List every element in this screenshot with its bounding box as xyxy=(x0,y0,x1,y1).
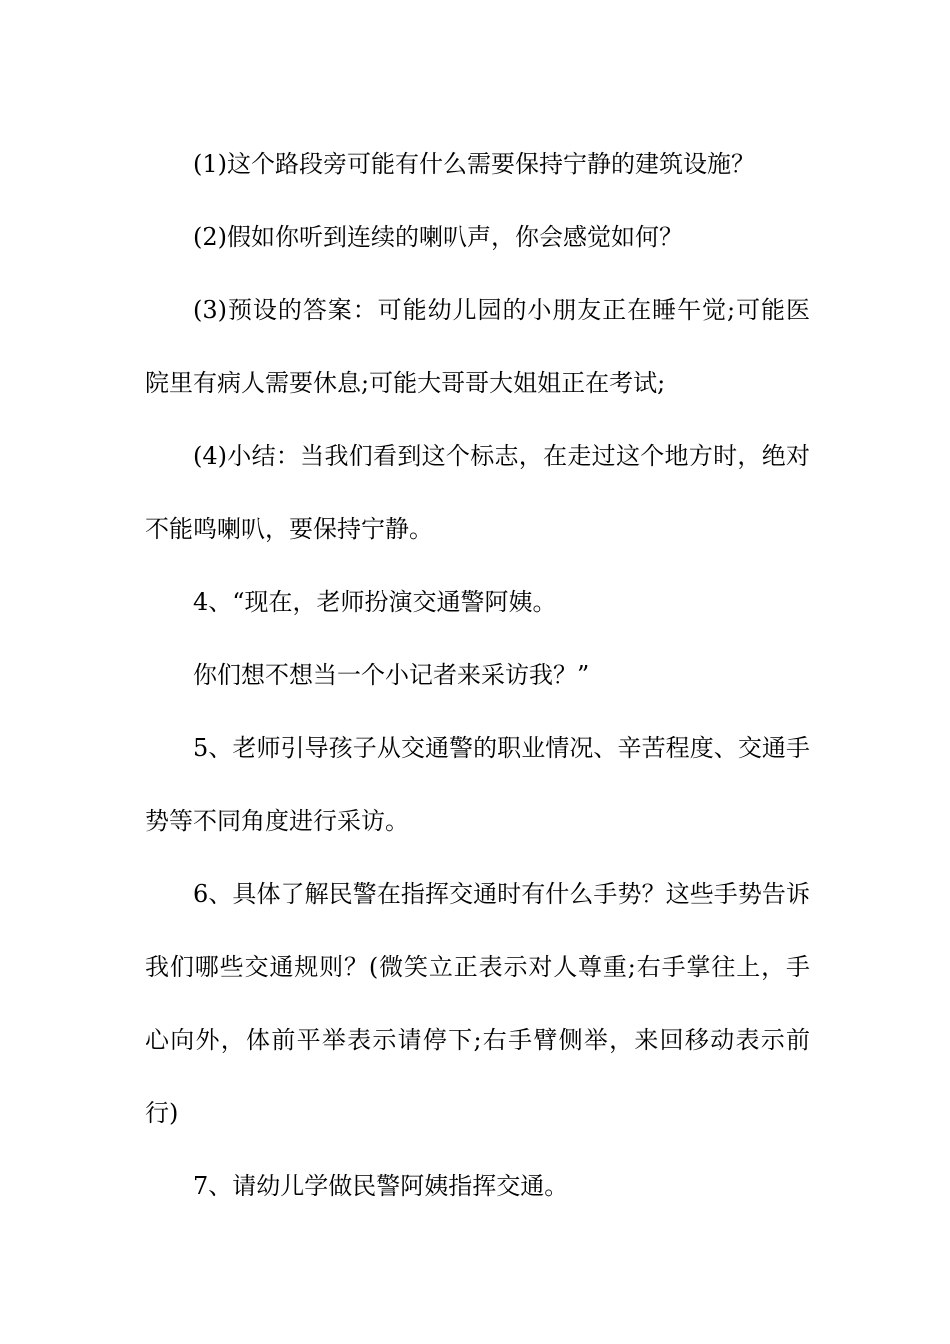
paragraph-2: (2)假如你听到连续的喇叭声，你会感觉如何？ xyxy=(193,223,683,251)
document-body xyxy=(145,128,810,1223)
paragraph-5: 4、“现在，老师扮演交通警阿姨。 xyxy=(193,588,557,616)
paragraph-1: (1)这个路段旁可能有什么需要保持宁静的建筑设施？ xyxy=(193,150,755,178)
paragraph-4: (4)小结：当我们看到这个标志，在走过这个地方时，绝对不能鸣喇叭，要保持宁静。 xyxy=(145,442,810,543)
paragraph-6: 你们想不想当一个小记者来采访我？” xyxy=(193,661,590,689)
paragraph-3: (3)预设的答案：可能幼儿园的小朋友正在睡午觉;可能医院里有病人需要休息;可能大哥哥大姐姐正在考试; xyxy=(145,296,810,397)
paragraph-7: 5、老师引导孩子从交通警的职业情况、辛苦程度、交通手势等不同角度进行采访。 xyxy=(145,734,810,835)
paragraph-8: 6、具体了解民警在指挥交通时有什么手势？这些手势告诉我们哪些交通规则？(微笑立正表示对人尊重;右手掌往上，手心向外，体前平举表示请停下;右手臂侧举，来回移动表示前行) xyxy=(145,880,810,1127)
paragraph-9: 7、请幼儿学做民警阿姨指挥交通。 xyxy=(193,1172,569,1200)
